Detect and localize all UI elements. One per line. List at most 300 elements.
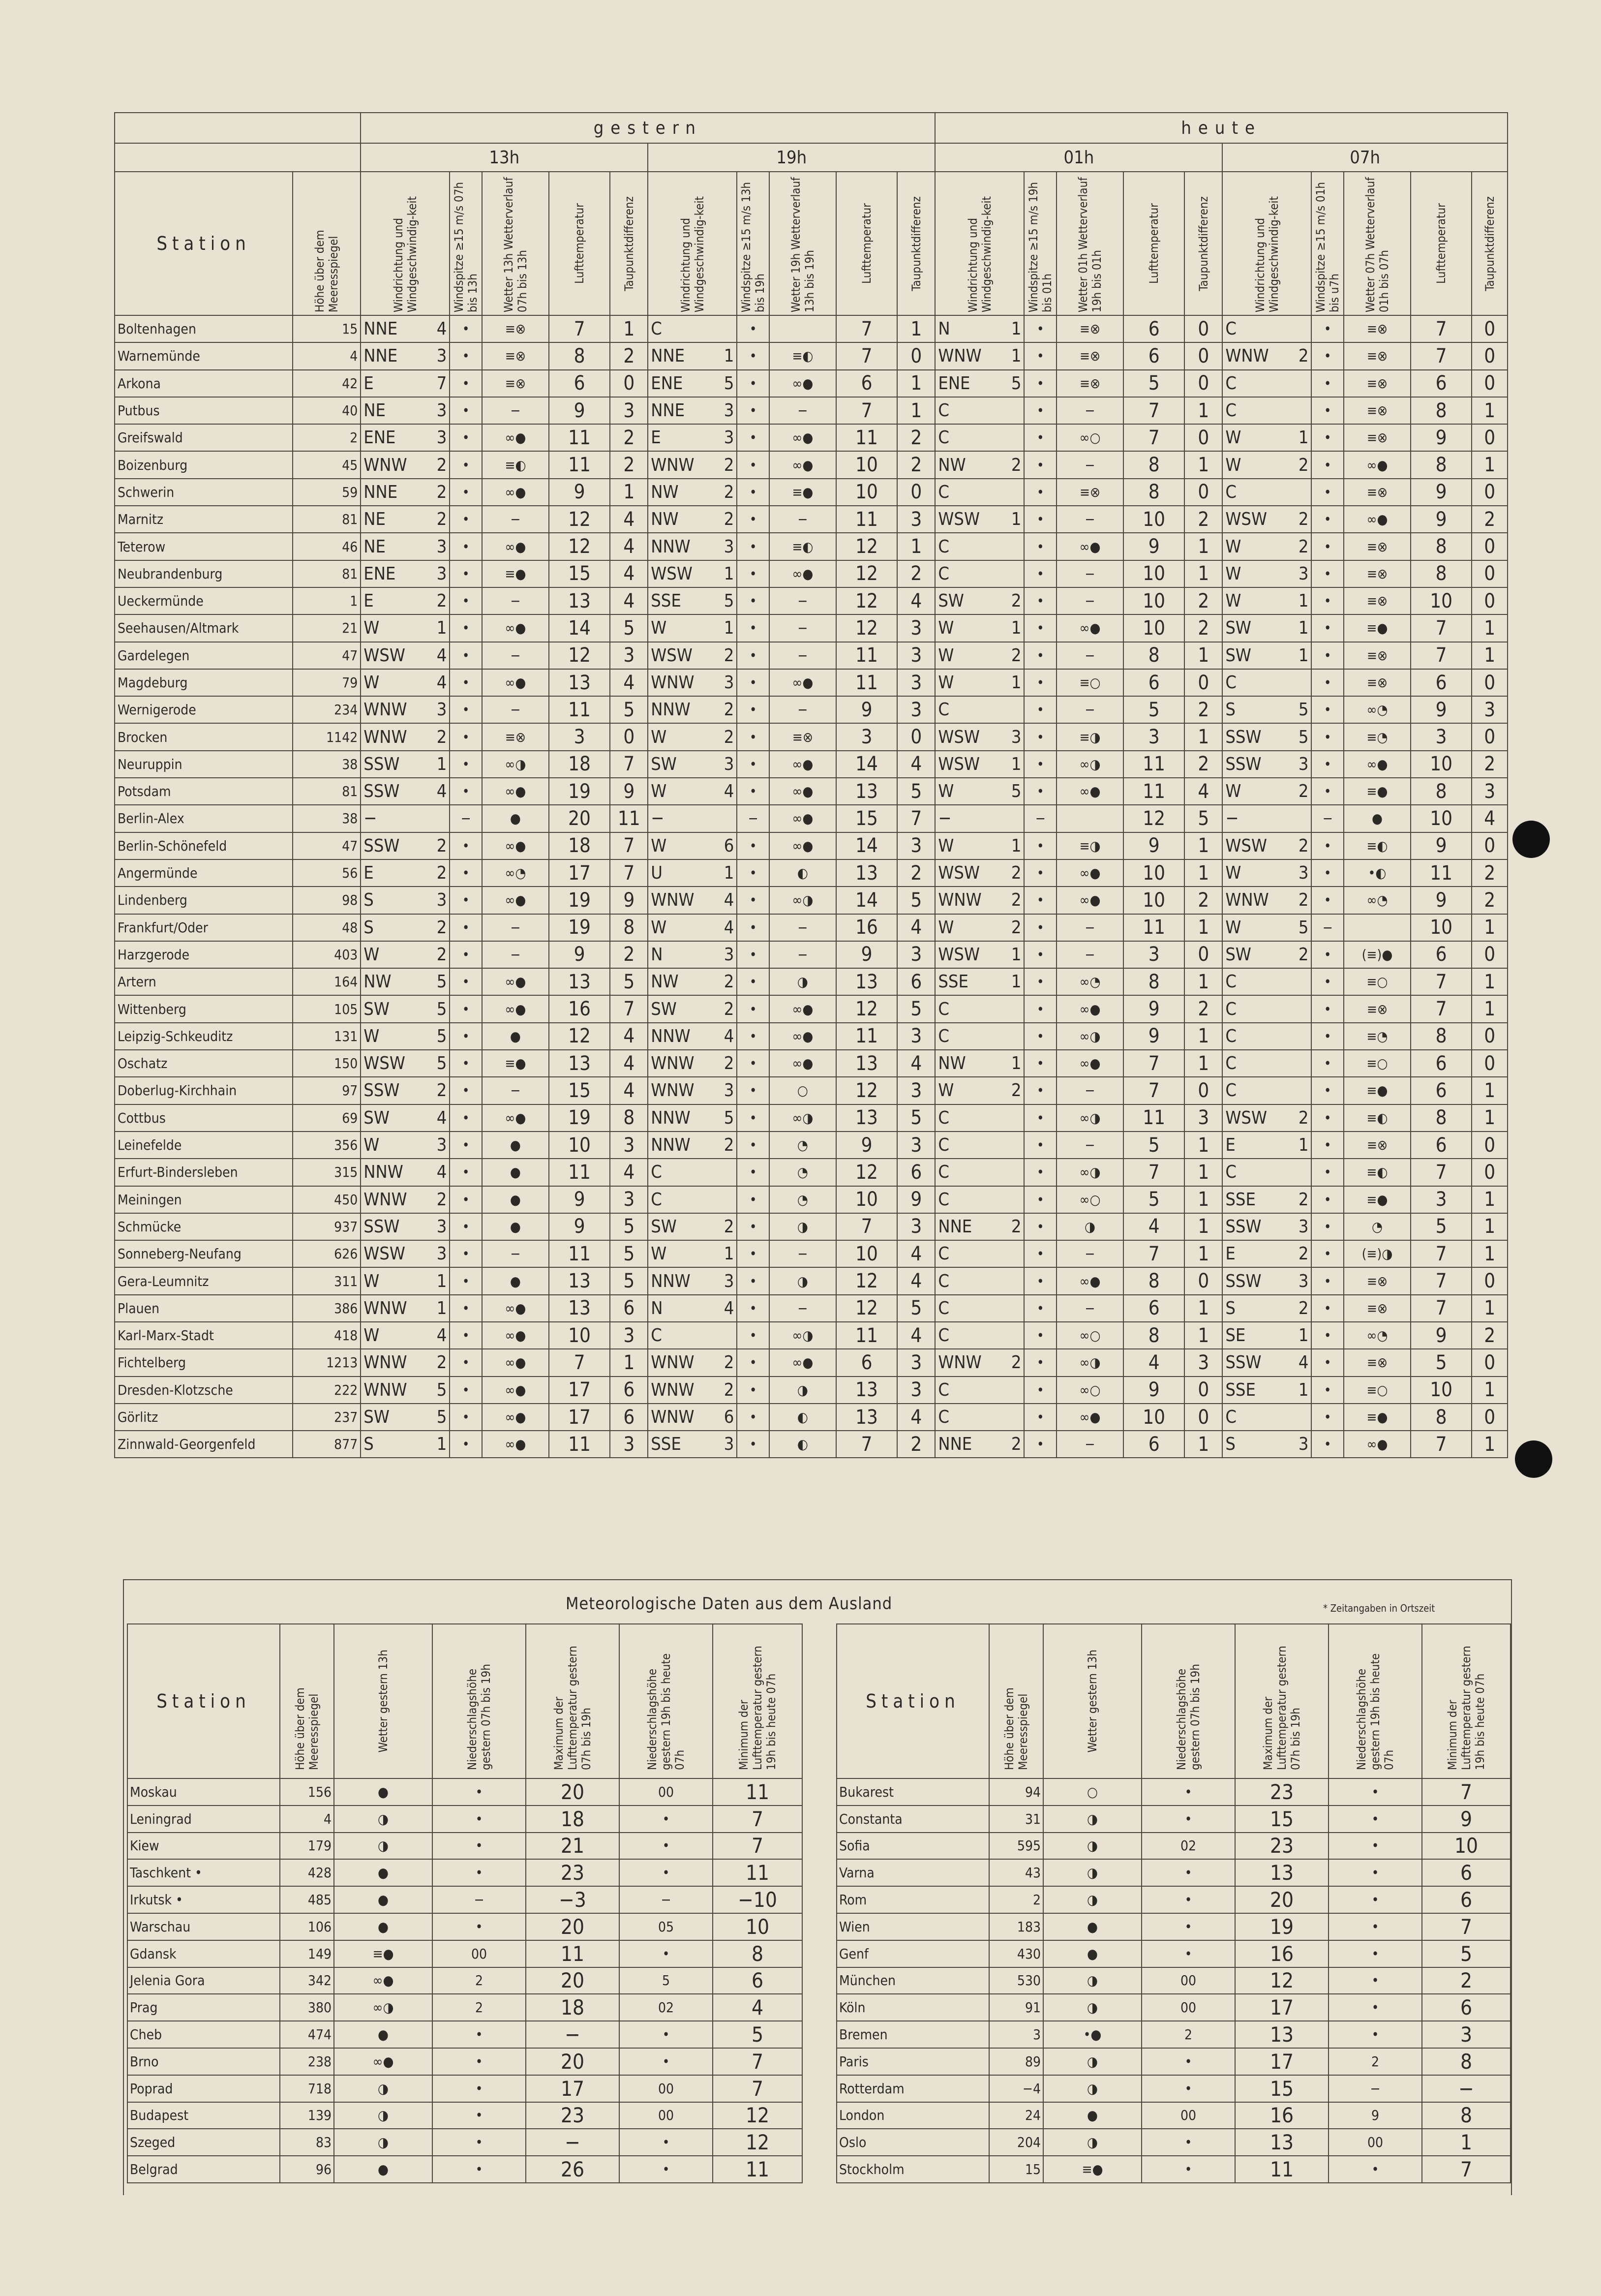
weather-symbol: ● — [334, 1913, 432, 1940]
wind-direction: SSW — [1225, 1216, 1262, 1237]
dewpoint-difference: 0 — [1472, 1132, 1508, 1159]
wind-cell — [648, 506, 737, 533]
wind-cell — [1222, 751, 1311, 778]
weather-symbol: − — [1057, 696, 1123, 723]
air-temperature: 9 — [1411, 479, 1472, 506]
wind-cell — [361, 1295, 450, 1322]
max-temperature: 13 — [1235, 2021, 1329, 2048]
station-name: Plauen — [115, 1295, 293, 1322]
station-name: Dresden-Klotzsche — [115, 1377, 293, 1404]
foreign-title: Meteorologische Daten aus dem Ausland — [566, 1594, 893, 1614]
air-temperature: 9 — [1411, 506, 1472, 533]
air-temperature: 9 — [549, 1186, 610, 1213]
dewpoint-difference: 1 — [1472, 1240, 1508, 1267]
wind-direction: SW — [1225, 618, 1251, 639]
gust-mark: • — [1311, 995, 1344, 1022]
air-temperature: 15 — [549, 560, 610, 587]
precip-night-header: Niederschlagshöhe gestern 19h bis heute 07h — [645, 1653, 687, 1770]
weather-symbol: ≡⊗ — [1057, 342, 1123, 369]
dewpoint-difference: 0 — [1184, 342, 1222, 369]
air-temperature: 12 — [836, 587, 898, 614]
wind-direction: C — [938, 428, 949, 448]
max-temperature: 23 — [526, 2102, 619, 2129]
weather-symbol: ∞● — [769, 832, 836, 859]
wind-cell — [1222, 1322, 1311, 1349]
foreign-station-row — [837, 1994, 1510, 2021]
weather-symbol: ≡◐ — [1344, 1104, 1411, 1132]
dewpoint-difference: 4 — [897, 751, 935, 778]
air-temperature: 11 — [549, 451, 610, 478]
wind-cell — [1222, 1295, 1311, 1322]
dewpoint-difference: 6 — [610, 1377, 648, 1404]
wind-direction: NNE — [363, 482, 398, 502]
precip-night: • — [619, 1833, 713, 1860]
dewpoint-difference: 2 — [1184, 751, 1222, 778]
wind-speed: 3 — [1298, 1216, 1309, 1237]
wind-direction: E — [1225, 1135, 1236, 1156]
foreign-station-row — [127, 2048, 802, 2075]
wind-direction: WNW — [651, 890, 695, 911]
gust-mark: • — [1024, 533, 1057, 560]
gust-mark: • — [450, 1077, 482, 1104]
dewpoint-difference: 7 — [897, 805, 935, 832]
weather-symbol: ∞◑ — [482, 751, 549, 778]
wind-cell — [361, 506, 450, 533]
weather-symbol: ◑ — [769, 1377, 836, 1404]
wind-cell — [648, 1104, 737, 1132]
wind-speed: 4 — [724, 890, 734, 911]
air-temperature: 10 — [836, 479, 898, 506]
station-row — [115, 1431, 1508, 1458]
wind-speed: 3 — [1298, 754, 1309, 774]
wind-cell — [361, 533, 450, 560]
gust-mark: • — [737, 696, 769, 723]
air-temperature: 7 — [1411, 1240, 1472, 1267]
domestic-weather-table — [114, 112, 1508, 1458]
precip-day: 2 — [432, 1967, 526, 1994]
wind-direction: NNE — [363, 346, 398, 367]
wind-cell — [935, 506, 1024, 533]
foreign-station-row — [837, 2102, 1510, 2129]
weather-symbol: ∞● — [1344, 1431, 1411, 1458]
dewpoint-difference: 7 — [610, 832, 648, 859]
wind-cell — [935, 614, 1024, 642]
station-name: Angermünde — [115, 859, 293, 887]
wind-direction: NW — [938, 1053, 966, 1074]
gust-mark: • — [737, 1159, 769, 1186]
max-temperature: − — [526, 2129, 619, 2156]
wind-direction: C — [938, 563, 949, 584]
station-name: Wernigerode — [115, 696, 293, 723]
gust-mark: − — [1024, 805, 1057, 832]
dewpoint-difference: 1 — [1472, 397, 1508, 424]
gust-mark: − — [450, 805, 482, 832]
air-temperature: 13 — [836, 1050, 898, 1077]
wind-speed: 3 — [436, 346, 447, 367]
wind-cell — [648, 914, 737, 941]
weather-symbol: ≡⊗ — [1344, 1132, 1411, 1159]
wind-cell — [361, 696, 450, 723]
air-temperature: 12 — [549, 642, 610, 669]
station-altitude: 45 — [293, 451, 361, 478]
weather-symbol: ● — [482, 1132, 549, 1159]
air-temperature: 6 — [1411, 941, 1472, 968]
wind-cell — [1222, 887, 1311, 914]
wind-cell — [648, 370, 737, 397]
station-altitude: 46 — [293, 533, 361, 560]
air-temperature: 19 — [549, 914, 610, 941]
wind-cell — [935, 370, 1024, 397]
wind-speed: 1 — [724, 563, 734, 584]
wind-direction: W — [651, 917, 667, 938]
wind-cell — [361, 342, 450, 369]
precip-day: • — [1142, 1806, 1235, 1833]
station-name: Teterow — [115, 533, 293, 560]
dewpoint-difference: 2 — [1184, 995, 1222, 1022]
station-name: Potsdam — [115, 778, 293, 805]
max-temperature: 13 — [1235, 1859, 1329, 1886]
gust-mark: • — [1024, 1404, 1057, 1431]
dewpoint-difference: 1 — [1184, 1186, 1222, 1213]
weather-symbol: ∞◔ — [1344, 1322, 1411, 1349]
air-temperature: 11 — [549, 696, 610, 723]
max-temperature: 16 — [1235, 2102, 1329, 2129]
wind-direction: C — [938, 1407, 949, 1428]
wind-cell — [361, 370, 450, 397]
dewpoint-difference: 3 — [897, 614, 935, 642]
air-temperature: 19 — [549, 887, 610, 914]
wind-speed: 3 — [1298, 1434, 1309, 1455]
gust-mark: • — [737, 479, 769, 506]
wind-cell — [648, 1159, 737, 1186]
weather-symbol: ∞● — [482, 1404, 549, 1431]
weather-symbol: (≡)◑ — [1344, 1240, 1411, 1267]
wind-direction: E — [1225, 1244, 1236, 1264]
dewpoint-difference: 1 — [897, 533, 935, 560]
dewpoint-difference: 1 — [1184, 1023, 1222, 1050]
station-altitude: 21 — [293, 614, 361, 642]
dewpoint-difference: 3 — [610, 1132, 648, 1159]
dewpoint-difference: 4 — [897, 587, 935, 614]
wind-cell — [361, 1322, 450, 1349]
weather-symbol: − — [769, 1295, 836, 1322]
precip-night: • — [619, 2129, 713, 2156]
dewpoint-difference: 1 — [1184, 914, 1222, 941]
wind-speed: 2 — [724, 727, 734, 747]
dewpoint-difference: 0 — [1472, 1050, 1508, 1077]
wind-direction: SSW — [1225, 1352, 1262, 1373]
min-temperature: 12 — [713, 2129, 802, 2156]
wind-direction: W — [363, 618, 380, 639]
max-temperature: 16 — [1235, 1940, 1329, 1967]
group-gestern: gestern — [361, 113, 935, 143]
station-altitude: 234 — [293, 696, 361, 723]
weather-header: Wetter 13h Wetterverlauf 07h bis 13h — [501, 177, 529, 312]
dewpoint-difference: 1 — [1184, 397, 1222, 424]
min-temperature: 6 — [1422, 1859, 1510, 1886]
air-temperature: 15 — [836, 805, 898, 832]
wind-speed: 5 — [436, 972, 447, 992]
wind-direction: WSW — [363, 645, 405, 666]
temp-header: Lufttemperatur — [860, 203, 874, 284]
weather-symbol: ∞● — [1344, 451, 1411, 478]
wind-cell — [1222, 995, 1311, 1022]
dewpoint-difference: 4 — [610, 506, 648, 533]
dewpoint-difference: 0 — [1184, 1077, 1222, 1104]
station-altitude: 626 — [293, 1240, 361, 1267]
weather-symbol: ∞● — [769, 995, 836, 1022]
station-altitude: 530 — [989, 1967, 1043, 1994]
air-temperature: 7 — [836, 397, 898, 424]
wind-speed: 2 — [724, 972, 734, 992]
dewpoint-difference: 4 — [897, 1404, 935, 1431]
station-name: Irkutsk • — [127, 1886, 280, 1913]
gust-mark: • — [450, 1186, 482, 1213]
wind-direction: W — [938, 673, 954, 693]
gust-mark: • — [1311, 1377, 1344, 1404]
station-altitude: 106 — [280, 1913, 334, 1940]
station-altitude: 79 — [293, 669, 361, 696]
weather-symbol: ● — [482, 1159, 549, 1186]
weather-symbol: ∞◑ — [1057, 751, 1123, 778]
station-name: Wien — [837, 1913, 989, 1940]
wind-cell — [935, 995, 1024, 1022]
dewpoint-difference: 0 — [1472, 669, 1508, 696]
weather-symbol: ◔ — [1344, 1213, 1411, 1240]
wind-cell — [361, 1077, 450, 1104]
gust-mark: • — [450, 397, 482, 424]
air-temperature: 10 — [1411, 805, 1472, 832]
gust-mark: • — [737, 1132, 769, 1159]
dewpoint-difference: 4 — [897, 1322, 935, 1349]
weather-symbol: − — [1057, 1431, 1123, 1458]
wind-speed: 2 — [724, 482, 734, 502]
dewpoint-difference: 5 — [610, 1267, 648, 1294]
station-name: Belgrad — [127, 2156, 280, 2183]
weather-symbol: ∞● — [769, 778, 836, 805]
station-altitude: 69 — [293, 1104, 361, 1132]
weather-symbol: ∞● — [1057, 1050, 1123, 1077]
station-header: Station — [837, 1624, 989, 1778]
station-name: Paris — [837, 2048, 989, 2075]
station-altitude: 43 — [989, 1859, 1043, 1886]
gust-mark: • — [1311, 451, 1344, 478]
wind-direction: WSW — [1225, 835, 1267, 856]
dewpoint-difference: 2 — [897, 560, 935, 587]
wind-cell — [935, 1159, 1024, 1186]
wind-direction: W — [938, 645, 954, 666]
wind-speed: 2 — [436, 1080, 447, 1101]
wind-direction: W — [1225, 863, 1241, 884]
weather-symbol: ≡● — [1344, 614, 1411, 642]
gust-header: Windspitze ≥15 m/s 01h bis u7h — [1314, 182, 1342, 312]
wind-speed: 3 — [436, 428, 447, 448]
gust-mark: • — [1311, 642, 1344, 669]
station-altitude: 428 — [280, 1859, 334, 1886]
wind-speed: 1 — [436, 1298, 447, 1318]
dewpoint-difference: 0 — [1472, 1159, 1508, 1186]
wind-direction: SW — [1225, 645, 1251, 666]
air-temperature: 3 — [1123, 723, 1185, 750]
weather-symbol: ◑ — [334, 2129, 432, 2156]
wind-direction: WNW — [363, 1352, 407, 1373]
wind-direction: WSW — [363, 1053, 405, 1074]
dewpoint-difference: 4 — [897, 1050, 935, 1077]
tmax-header: Maximum der Lufttemperatur gestern 07h bis 19h — [1261, 1646, 1302, 1770]
station-altitude: 1213 — [293, 1349, 361, 1376]
station-name: Köln — [837, 1994, 989, 2021]
air-temperature: 6 — [1123, 342, 1185, 369]
station-row — [115, 560, 1508, 587]
wind-speed: 3 — [436, 563, 447, 584]
dewpoint-difference: 0 — [1184, 1377, 1222, 1404]
gust-mark: • — [1024, 315, 1057, 342]
air-temperature: 9 — [549, 941, 610, 968]
gust-mark: • — [737, 887, 769, 914]
gust-mark: • — [737, 424, 769, 451]
wind-direction: C — [938, 1379, 949, 1400]
dewpoint-difference: 8 — [610, 1104, 648, 1132]
wind-speed: 1 — [436, 1271, 447, 1291]
gust-mark: • — [1024, 887, 1057, 914]
station-altitude: 474 — [280, 2021, 334, 2048]
wind-cell — [648, 995, 737, 1022]
precip-day: • — [1142, 1886, 1235, 1913]
station-name: Magdeburg — [115, 669, 293, 696]
dewpoint-difference: 2 — [1184, 506, 1222, 533]
wind-direction: WNW — [363, 1189, 407, 1210]
weather-symbol: ≡⊗ — [1057, 479, 1123, 506]
precip-day: • — [1142, 2075, 1235, 2102]
dewpoint-difference: 0 — [1472, 370, 1508, 397]
dewpoint-difference: 2 — [610, 342, 648, 369]
station-row — [115, 642, 1508, 669]
air-temperature: 9 — [836, 941, 898, 968]
foreign-station-row — [837, 2156, 1510, 2183]
wind-cell — [935, 1431, 1024, 1458]
wind-cell — [648, 587, 737, 614]
wind-cell — [935, 1186, 1024, 1213]
wind-cell — [1222, 397, 1311, 424]
station-row — [115, 1159, 1508, 1186]
air-temperature: 10 — [836, 1240, 898, 1267]
weather-symbol: ∞● — [334, 1967, 432, 1994]
foreign-station-row — [127, 1940, 802, 1967]
wind-direction: W — [651, 1244, 667, 1264]
weather-symbol: ∞● — [1057, 859, 1123, 887]
weather-symbol: − — [1057, 560, 1123, 587]
temp-header: Lufttemperatur — [573, 203, 587, 284]
air-temperature: 13 — [836, 1377, 898, 1404]
gust-mark: • — [1024, 914, 1057, 941]
weather-symbol: ∞● — [482, 968, 549, 995]
station-altitude: 31 — [989, 1806, 1043, 1833]
precip-day: • — [1142, 2048, 1235, 2075]
gust-mark: • — [1311, 778, 1344, 805]
station-altitude: −4 — [989, 2075, 1043, 2102]
air-temperature: 7 — [836, 1431, 898, 1458]
weather-symbol: − — [769, 614, 836, 642]
station-name: London — [837, 2102, 989, 2129]
wind-speed: 2 — [1298, 835, 1309, 856]
wind-speed: 3 — [436, 700, 447, 720]
gust-mark: • — [737, 859, 769, 887]
station-altitude: 4 — [280, 1806, 334, 1833]
gust-mark: • — [450, 533, 482, 560]
wind-direction: NNE — [938, 1216, 972, 1237]
gust-header: Windspitze ≥15 m/s 07h bis 13h — [452, 182, 480, 312]
station-altitude: 47 — [293, 642, 361, 669]
dewpoint-difference: 2 — [1184, 614, 1222, 642]
dewpoint-difference: 2 — [1184, 587, 1222, 614]
weather-symbol: − — [1057, 941, 1123, 968]
gust-mark: • — [1024, 1240, 1057, 1267]
wind-direction: NW — [938, 455, 966, 475]
gust-mark: • — [1024, 1050, 1057, 1077]
weather-symbol — [1057, 805, 1123, 832]
wind-speed: 1 — [724, 618, 734, 639]
wind-cell — [935, 642, 1024, 669]
wind-cell — [935, 1295, 1024, 1322]
air-temperature: 11 — [1123, 1104, 1185, 1132]
wind-speed: 2 — [436, 482, 447, 502]
weather-symbol: ∞◑ — [1057, 1159, 1123, 1186]
weather-symbol: ∞● — [1057, 1267, 1123, 1294]
wind-speed: 2 — [724, 455, 734, 475]
station-altitude: 56 — [293, 859, 361, 887]
wind-direction: WNW — [651, 1080, 695, 1101]
air-temperature: 10 — [549, 1132, 610, 1159]
precip-night: • — [619, 1940, 713, 1967]
weather-symbol: ∞● — [769, 805, 836, 832]
wind-speed: 2 — [436, 835, 447, 856]
air-temperature: 7 — [549, 315, 610, 342]
air-temperature: 8 — [1411, 560, 1472, 587]
air-temperature: 7 — [836, 1213, 898, 1240]
gust-mark: • — [1311, 1050, 1344, 1077]
min-temperature: 5 — [1422, 1940, 1510, 1967]
wind-speed: 2 — [1011, 591, 1022, 612]
weather-symbol: − — [769, 397, 836, 424]
wind-cell — [648, 1431, 737, 1458]
weather-symbol: ∞● — [482, 778, 549, 805]
wind-direction: W — [363, 1271, 380, 1291]
wind-direction: WSW — [1225, 1107, 1267, 1128]
station-altitude: 97 — [293, 1077, 361, 1104]
precip-night: • — [1329, 2021, 1422, 2048]
precip-night: 00 — [619, 2075, 713, 2102]
station-name: Leinefelde — [115, 1132, 293, 1159]
station-name: Meiningen — [115, 1186, 293, 1213]
station-name: Boltenhagen — [115, 315, 293, 342]
wind-speed: 1 — [1011, 346, 1022, 367]
station-row — [115, 397, 1508, 424]
dewpoint-difference: 3 — [897, 1377, 935, 1404]
air-temperature: 17 — [549, 859, 610, 887]
dewpoint-difference: 1 — [1184, 723, 1222, 750]
air-temperature: 10 — [1123, 560, 1185, 587]
weather-symbol: ≡⊗ — [1057, 370, 1123, 397]
weather-symbol: ≡⊗ — [482, 370, 549, 397]
wind-direction: SSE — [651, 1434, 681, 1455]
weather-symbol: ≡● — [1344, 778, 1411, 805]
station-altitude: 1 — [293, 587, 361, 614]
wind-cell — [648, 1077, 737, 1104]
gust-mark: • — [450, 751, 482, 778]
gust-mark: • — [450, 1404, 482, 1431]
gust-mark: • — [1024, 1295, 1057, 1322]
gust-mark: • — [737, 1186, 769, 1213]
